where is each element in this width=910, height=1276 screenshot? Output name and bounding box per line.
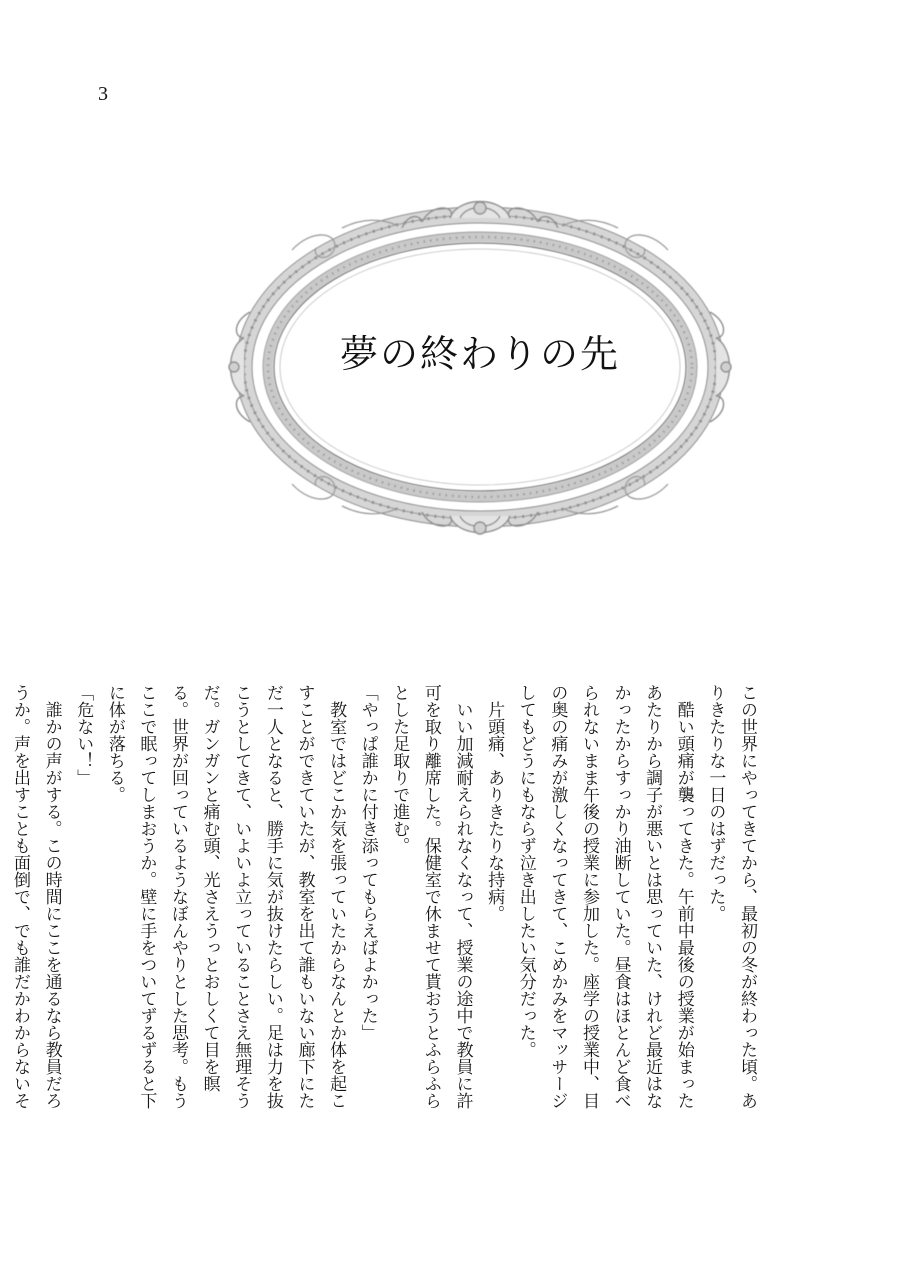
dialogue-line: 「危ない！」	[73, 684, 94, 786]
paragraph: 片頭痛、ありきたりな持病。	[484, 684, 505, 922]
chapter-title-frame	[222, 188, 738, 546]
paragraph: いい加減耐えられなくなって、授業の途中で教員に許可を取り離席した。保健室で休ませて貰おうとふらふらとした足取りで進む。	[389, 684, 473, 1109]
paragraph: 誰かの声がする。この時間にここを通るなら教員だろうか。声を出すことも面倒で、でも誰だかわからないそ	[9, 684, 62, 1109]
paragraph: 教室ではどこか気を張っていたからなんとか体を起こすことができていたが、教室を出て誰もいない廊下にただ一人となると、勝手に気が抜けたらしい。足は力を抜こうとしてきて、いよいよ立っていることさえ無理そうだ。ガンガンと痛む頭、光さえうっとおしくて目を瞑る。世界が回っているようなぼんやりとした思考。もうここで眠ってしまおうか。壁に手をついてずるずると下に体が落ちる。	[104, 684, 347, 1109]
dialogue-line: 「やっぱ誰かに付き添ってもらえばよかった」	[357, 684, 378, 1041]
body-text	[9, 684, 762, 1124]
page-number: 3	[98, 83, 108, 105]
chapter-title: 夢の終わりの先	[339, 332, 620, 376]
paragraph: 酷い頭痛が襲ってきた。午前中最後の授業が始まったあたりから調子が悪いとは思っていた、けれど最近はなかったからすっかり油断していた。昼食はほとんど食べられないまま午後の授業に参加した。座学の授業中、目の奥の痛みが激しくなってきて、こめかみをマッサージしてもどうにもならず泣き出したい気分だった。	[515, 684, 694, 1109]
paragraph: この世界にやってきてから、最初の冬が終わった頃。ありきたりな一日のはずだった。	[705, 684, 757, 1109]
